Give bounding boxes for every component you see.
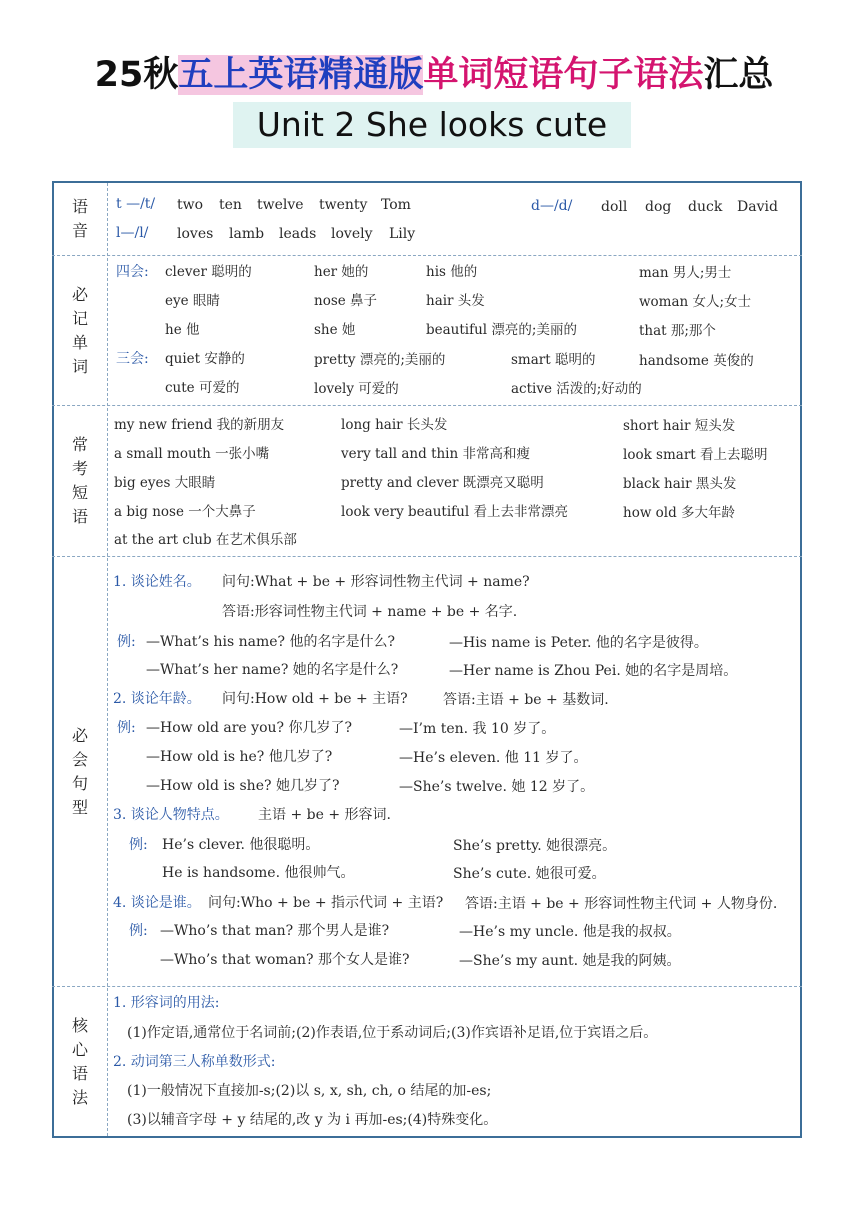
word-item: clever 聪明的 xyxy=(165,264,252,280)
phonics-word: twenty xyxy=(319,197,368,213)
row-divider xyxy=(52,255,802,256)
phonics-word: lamb xyxy=(229,226,265,242)
example-answer: —He’s my uncle. 他是我的叔叔。 xyxy=(459,924,681,940)
example-sentence: He is handsome. 他很帅气。 xyxy=(162,865,355,881)
phonics-l-label: l—/l/ xyxy=(116,225,149,241)
example-label: 例: xyxy=(117,720,136,736)
grammar-section-title: 1. 形容词的用法: xyxy=(113,995,220,1011)
word-item: she 她 xyxy=(314,322,356,338)
grammar-text: (1)一般情况下直接加-s;(2)以 s, x, sh, ch, o 结尾的加-es; xyxy=(127,1083,492,1099)
phonics-t-label: t —/t/ xyxy=(116,196,156,212)
sentence-pattern: 主语 + be + 形容词. xyxy=(258,807,391,823)
example-question: —How old is he? 他几岁了? xyxy=(146,749,333,765)
word-item: her 她的 xyxy=(314,264,369,280)
sentence-section-title: 2. 谈论年龄。 xyxy=(113,691,201,707)
word-item: man 男人;男士 xyxy=(639,265,732,281)
phrase-item: a big nose 一个大鼻子 xyxy=(114,504,256,520)
example-label: 例: xyxy=(117,634,136,650)
word-item: his 他的 xyxy=(426,264,478,280)
phonics-word: two xyxy=(177,197,204,213)
grammar-text: (3)以辅音字母 + y 结尾的,改 y 为 i 再加-es;(4)特殊变化。 xyxy=(127,1112,498,1128)
sentence-pattern: 问句:What + be + 形容词性物主代词 + name? xyxy=(222,574,530,590)
word-item: handsome 英俊的 xyxy=(639,353,754,369)
row-divider xyxy=(52,556,802,557)
sentence-section-title: 3. 谈论人物特点。 xyxy=(113,807,229,823)
example-answer: —I’m ten. 我 10 岁了。 xyxy=(399,721,556,737)
word-item: nose 鼻子 xyxy=(314,293,378,309)
phonics-word: leads xyxy=(279,226,317,242)
example-question: —How old are you? 你几岁了? xyxy=(146,720,352,736)
example-question: —How old is she? 她几岁了? xyxy=(146,778,340,794)
phrase-item: long hair 长头发 xyxy=(341,417,448,433)
row-divider xyxy=(52,986,802,987)
sentence-pattern: 问句:How old + be + 主语? xyxy=(222,691,408,707)
sentence-pattern: 答语:形容词性物主代词 + name + be + 名字. xyxy=(222,604,518,620)
sentence-section-title: 1. 谈论姓名。 xyxy=(113,574,201,590)
example-answer: —He’s eleven. 他 11 岁了。 xyxy=(399,750,588,766)
grammar-section-title: 2. 动词第三人称单数形式: xyxy=(113,1054,276,1070)
word-item: woman 女人;女士 xyxy=(639,294,752,310)
example-label: 例: xyxy=(129,923,148,939)
category-sentences: 必 会 句 型 xyxy=(71,725,88,817)
category-words: 必 记 单 词 xyxy=(71,284,88,376)
unit-title: Unit 2 She looks cute xyxy=(233,102,631,148)
title-part-edition: 五上英语精通版 xyxy=(178,55,424,95)
phrase-item: at the art club 在艺术俱乐部 xyxy=(114,532,297,548)
phrase-item: pretty and clever 既漂亮又聪明 xyxy=(341,475,544,491)
phonics-word: Tom xyxy=(381,197,411,213)
word-item: beautiful 漂亮的;美丽的 xyxy=(426,322,577,338)
example-answer: —She’s twelve. 她 12 岁了。 xyxy=(399,779,595,795)
example-sentence: She’s cute. 她很可爱。 xyxy=(453,866,606,882)
example-question: —What’s his name? 他的名字是什么? xyxy=(146,634,395,650)
grammar-text: (1)作定语,通常位于名词前;(2)作表语,位于系动词后;(3)作宾语补足语,位于宾语之后。 xyxy=(127,1025,658,1041)
word-item: smart 聪明的 xyxy=(511,352,596,368)
sentence-section-title: 4. 谈论是谁。 xyxy=(113,895,201,911)
word-item: quiet 安静的 xyxy=(165,351,245,367)
phrase-item: a small mouth 一张小嘴 xyxy=(114,446,270,462)
row-divider xyxy=(52,405,802,406)
word-item: pretty 漂亮的;美丽的 xyxy=(314,352,446,368)
category-grammar: 核 心 语 法 xyxy=(71,1015,88,1107)
word-item: that 那;那个 xyxy=(639,323,716,339)
phrase-item: very tall and thin 非常高和瘦 xyxy=(341,446,530,462)
phrase-item: short hair 短头发 xyxy=(623,418,736,434)
phonics-word: doll xyxy=(601,199,628,215)
category-phrases: 常 考 短 语 xyxy=(71,435,88,526)
sentence-pattern: 答语:主语 + be + 基数词. xyxy=(443,692,609,708)
title-part-contents: 单词短语句子语法 xyxy=(423,55,704,95)
example-answer: —His name is Peter. 他的名字是彼得。 xyxy=(449,635,708,651)
example-question: —Who’s that man? 那个男人是谁? xyxy=(160,923,390,939)
phonics-word: David xyxy=(737,199,778,215)
title-part-summary: 汇总 xyxy=(703,55,774,95)
phonics-word: twelve xyxy=(257,197,304,213)
phonics-word: dog xyxy=(645,199,672,215)
example-question: —Who’s that woman? 那个女人是谁? xyxy=(160,952,410,968)
word-item: eye 眼睛 xyxy=(165,293,220,309)
category-phonics: 语 音 xyxy=(71,197,88,240)
example-sentence: He’s clever. 他很聪明。 xyxy=(162,837,320,853)
example-answer: —She’s my aunt. 她是我的阿姨。 xyxy=(459,953,681,969)
word-item: lovely 可爱的 xyxy=(314,381,399,397)
phonics-d-label: d—/d/ xyxy=(531,198,573,214)
phrase-item: black hair 黑头发 xyxy=(623,476,737,492)
words-three-label: 三会: xyxy=(116,351,149,367)
phonics-word: duck xyxy=(688,199,723,215)
phonics-word: ten xyxy=(219,197,242,213)
phonics-word: lovely xyxy=(331,226,373,242)
phrase-item: look very beautiful 看上去非常漂亮 xyxy=(341,504,568,520)
phrase-item: my new friend 我的新朋友 xyxy=(114,417,285,433)
word-item: cute 可爱的 xyxy=(165,380,240,396)
words-four-label: 四会: xyxy=(116,264,149,280)
phonics-word: loves xyxy=(177,226,214,242)
phonics-word: Lily xyxy=(389,226,416,242)
sentence-pattern: 问句:Who + be + 指示代词 + 主语? xyxy=(208,895,444,911)
example-sentence: She’s pretty. 她很漂亮。 xyxy=(453,838,617,854)
phrase-item: big eyes 大眼睛 xyxy=(114,475,216,491)
sentence-pattern: 答语:主语 + be + 形容词性物主代词 + 人物身份. xyxy=(465,896,778,912)
example-question: —What’s her name? 她的名字是什么? xyxy=(146,662,399,678)
example-label: 例: xyxy=(129,837,148,853)
page-title xyxy=(0,52,868,98)
category-divider xyxy=(107,183,108,1136)
title-part-year: 25秋 xyxy=(94,55,179,95)
phrase-item: how old 多大年龄 xyxy=(623,505,736,521)
word-item: hair 头发 xyxy=(426,293,485,309)
phrase-item: look smart 看上去聪明 xyxy=(623,447,768,463)
word-item: active 活泼的;好动的 xyxy=(511,381,642,397)
word-item: he 他 xyxy=(165,322,200,338)
example-answer: —Her name is Zhou Pei. 她的名字是周培。 xyxy=(449,663,738,679)
